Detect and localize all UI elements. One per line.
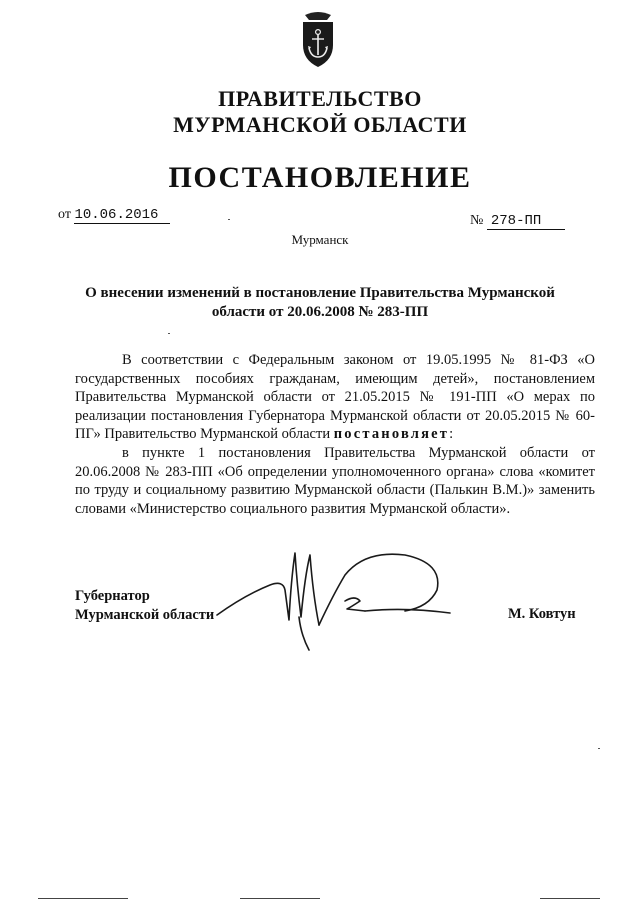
- document-number: [470, 213, 565, 230]
- signatory-title-line2: Мурманской области: [75, 607, 215, 623]
- government-title-line1: ПРАВИТЕЛЬСТВО: [218, 86, 422, 111]
- subject-line2: области от 20.06.2008 № 283-ПП: [211, 304, 429, 320]
- subject-line1: О внесении изменений в постановление Правительства Мурманской: [85, 285, 555, 301]
- paragraph-1-end: :: [449, 426, 454, 443]
- number-value: 278-ПП: [487, 213, 565, 230]
- scan-edge-mark: [240, 898, 320, 899]
- date-value: 10.06.2016: [74, 207, 170, 224]
- scan-edge-mark: [38, 898, 128, 899]
- government-title: [0, 86, 640, 138]
- paragraph-1-text: В соответствии с Федеральным законом от 19.05.1995 № 81-ФЗ «О государственных пособиях гражданам, имеющим детей», постановлением Правительства Мурманской области от 21.05.2015 № 191-ПП «О мерах по реализации постановления Губернатора Мурманской области от 20.05.2015 № 60-ПГ» Правительство Мурманской области: [75, 352, 595, 443]
- city: Мурманск: [291, 232, 349, 247]
- signatory-title-line1: Губернатор: [75, 588, 150, 604]
- document-subject: [0, 284, 640, 322]
- government-title-line2: МУРМАНСКОЙ ОБЛАСТИ: [173, 112, 467, 137]
- date-prefix: от: [58, 207, 71, 222]
- coat-of-arms-icon: [297, 11, 339, 69]
- signatory-name: М. Ковтун: [508, 606, 576, 622]
- body-paragraph-2: в пункте 1 постановления Правительства Мурманской области от 20.06.2008 № 283-ПП «Об определении уполномоченного органа» слова «комитет по труду и социальному развитию Мурманской области (Палькин В.М.)» заменить словами «Министерство социального развития Мурманской области».: [75, 444, 595, 517]
- body-paragraph-1: [75, 351, 595, 444]
- handwritten-signature: [215, 545, 455, 655]
- resolution-word: постановляет: [333, 426, 450, 443]
- document-body: [75, 351, 595, 518]
- scan-speck: [598, 748, 600, 749]
- document-type: ПОСТАНОВЛЕНИЕ: [168, 161, 472, 194]
- signatory-title: [75, 587, 214, 625]
- scan-speck: [168, 333, 170, 334]
- scan-edge-mark: [540, 898, 600, 899]
- document-date: [58, 207, 170, 224]
- number-prefix: №: [470, 213, 484, 228]
- scan-speck: [228, 219, 230, 220]
